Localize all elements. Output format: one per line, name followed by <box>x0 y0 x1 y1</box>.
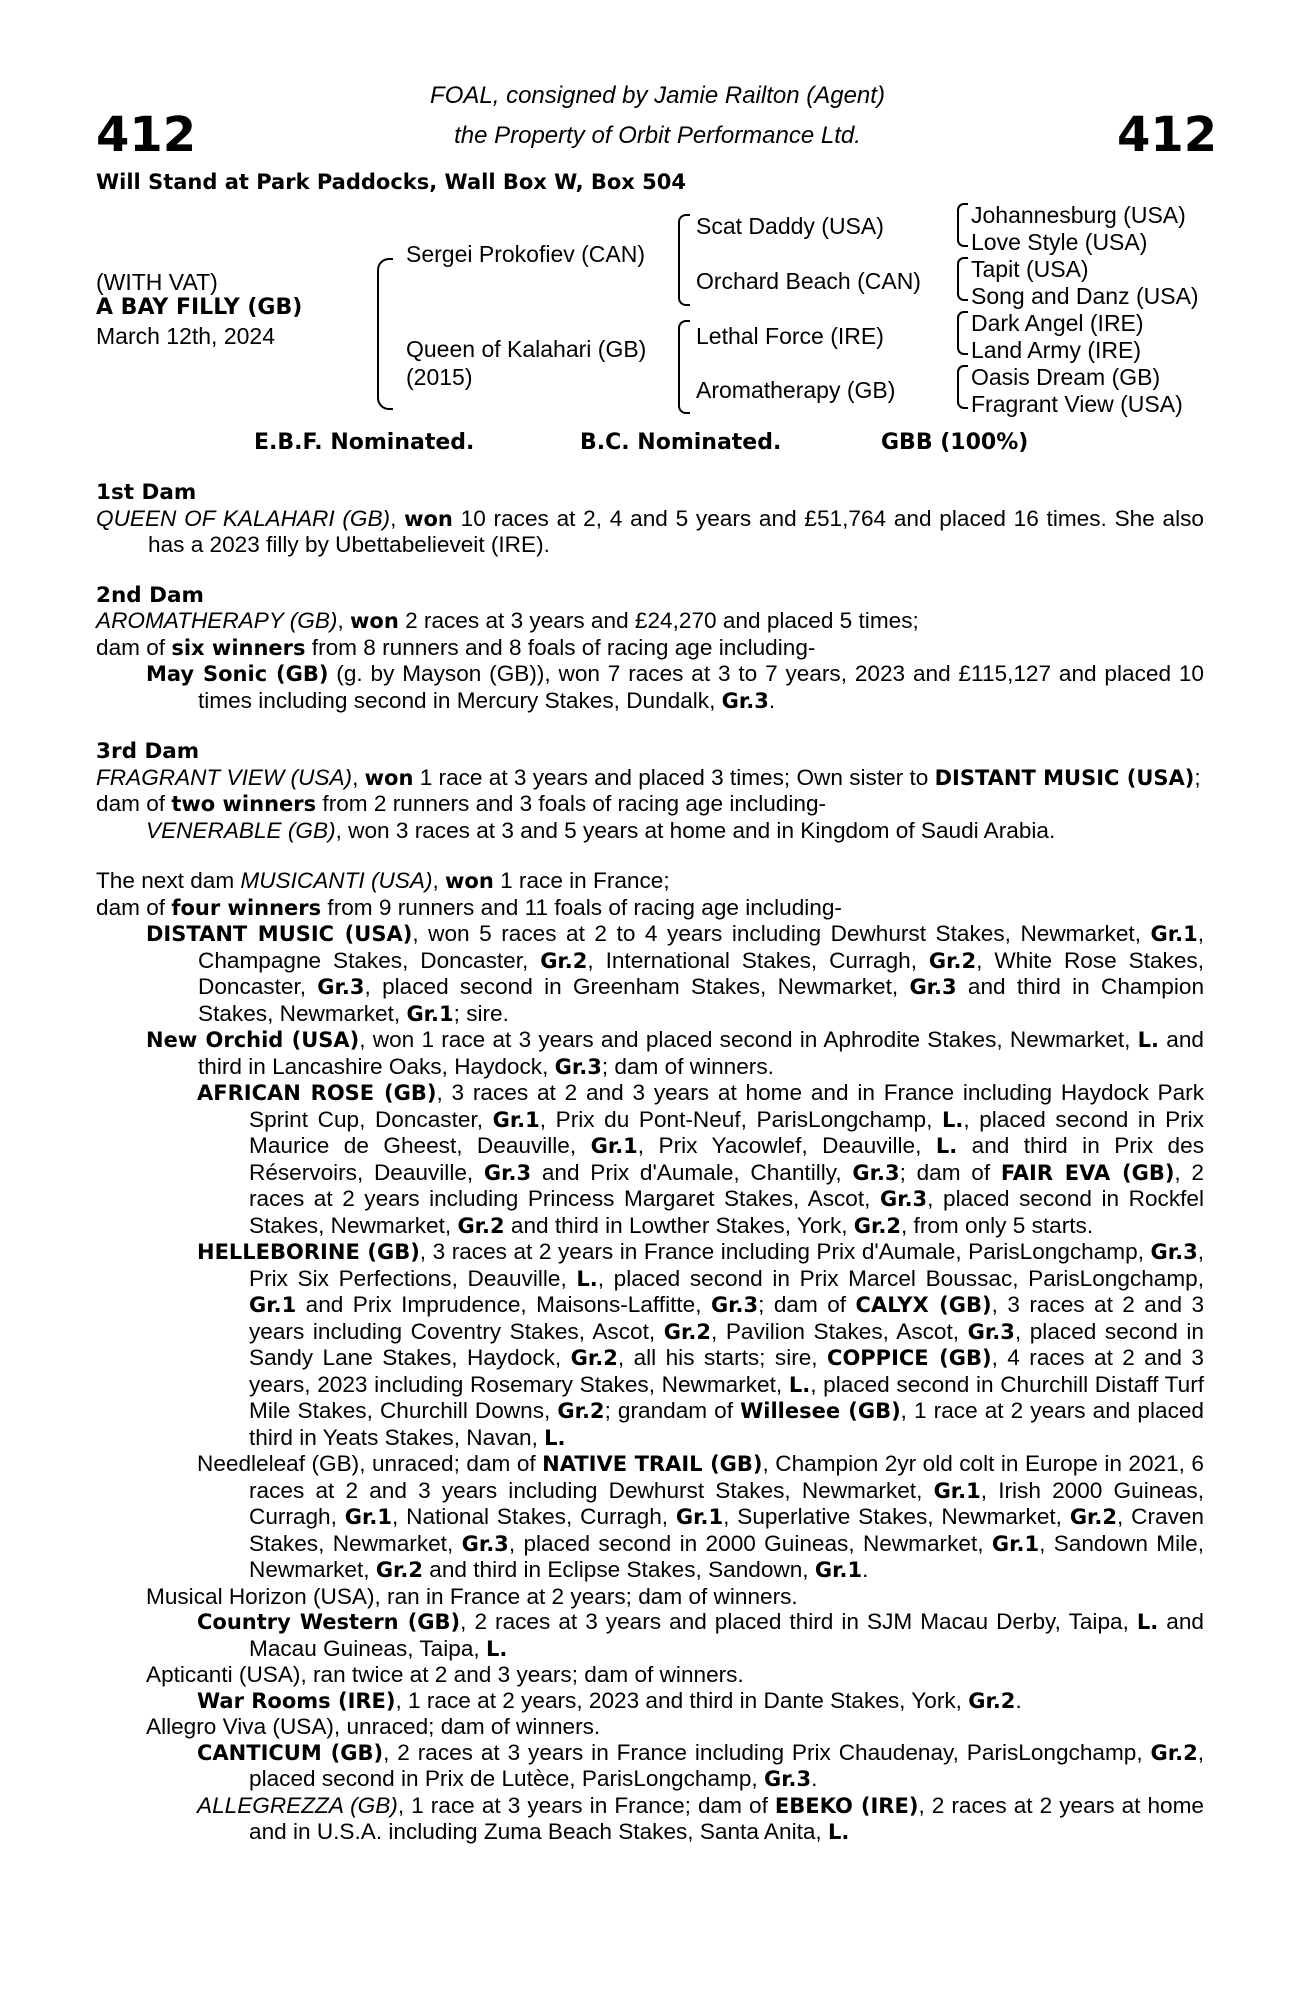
bold-text: Gr.2 <box>1069 1505 1118 1529</box>
bold-text: Gr.3 <box>763 1767 812 1791</box>
bold-text: L. <box>544 1425 566 1450</box>
entry-text: , 3 races at 2 and 3 years at home and in France including Haydock Park Sprint Cup, Doncaster, <box>249 1080 1204 1132</box>
bold-text: Gr.3 <box>710 1293 759 1317</box>
bold-text: Gr.1 <box>344 1505 392 1529</box>
bold-text: four winners <box>171 895 322 920</box>
entry-text: , 2 races at 3 years in France including Prix Chaudenay, ParisLongchamp, <box>383 1739 1151 1765</box>
bold-text: Country Western (GB) <box>197 1610 461 1634</box>
pedigree-entry <box>96 661 1204 714</box>
section-heading: 2nd Dam <box>96 582 204 608</box>
section-gap <box>96 843 1204 868</box>
bold-text: Gr.3 <box>483 1160 532 1185</box>
pedigree-ancestor-2: Love Style (USA) <box>971 229 1148 255</box>
entry-text: , 4 races at 2 and 3 years, 2023 including Rosemary Stakes, Newmarket, <box>249 1345 1205 1397</box>
pedigree-brace-g2 <box>957 257 968 301</box>
entry-text: , Irish 2000 Guineas, Curragh, <box>249 1477 1204 1529</box>
bold-text: L. <box>485 1636 508 1661</box>
entry-text: dam of <box>96 894 172 920</box>
bold-text: Gr.2 <box>375 1558 424 1582</box>
entry-text: , National Stakes, Curragh, <box>391 1504 676 1529</box>
entry-text: 2 races at 3 years and £24,270 and placed 5 times; <box>398 608 919 633</box>
section-gap <box>96 558 1204 583</box>
entry-text: , placed second in Prix Maurice de Gheest, Deauville, <box>249 1106 1204 1158</box>
entry-text: , <box>352 764 365 790</box>
pedigree-entry <box>96 1239 1204 1451</box>
pedigree-entry <box>96 895 1204 922</box>
entry-text: and third in Champion Stakes, Newmarket, <box>198 974 1205 1026</box>
ebf-nomination: E.B.F. Nominated. <box>254 430 475 455</box>
bold-text: Gr.1 <box>991 1531 1040 1556</box>
entry-text: from 8 runners and 8 foals of racing age including- <box>305 634 816 660</box>
entry-text: and third in Lowther Stakes, York, <box>504 1212 854 1238</box>
entry-text: , Sandown Mile, Newmarket, <box>249 1530 1204 1582</box>
pedigree-entry <box>96 1609 1204 1662</box>
bold-text: Gr.1 <box>249 1293 297 1317</box>
section-heading: 1st Dam <box>96 480 197 505</box>
italic-text: FRAGRANT VIEW (USA) <box>96 764 353 790</box>
pedigree-dam-year: (2015) <box>406 364 473 390</box>
entry-text: , 2 races at 2 years including Princess Margaret Stakes, Ascot, <box>249 1159 1204 1211</box>
entry-text: . <box>1015 1687 1022 1713</box>
bold-text: War Rooms (IRE) <box>197 1688 396 1713</box>
pedigree-brace-g4 <box>957 365 968 409</box>
bold-text: Gr.3 <box>554 1054 602 1079</box>
italic-text: AROMATHERAPY (GB) <box>96 608 338 633</box>
bold-text: L. <box>935 1134 958 1158</box>
bold-text: Gr.1 <box>590 1134 638 1158</box>
entry-text: , 1 race at 2 years and placed third in Yeats Stakes, Navan, <box>249 1398 1204 1450</box>
pedigree-dam-sire: Lethal Force (IRE) <box>696 323 884 349</box>
entry-text: dam of <box>96 634 172 660</box>
section-heading: 3rd Dam <box>96 739 200 764</box>
entry-text: Allegro Viva (USA), unraced; dam of winners. <box>146 1714 601 1739</box>
pedigree-brace-main <box>377 258 393 410</box>
italic-text: QUEEN OF KALAHARI (GB) <box>96 505 391 531</box>
entry-text: , <box>432 868 446 893</box>
stand-location: Will Stand at Park Paddocks, Wall Box W, Box 504 <box>96 170 686 194</box>
bold-text: L. <box>828 1820 850 1844</box>
pedigree-ancestor-4: Song and Danz (USA) <box>971 283 1199 309</box>
entry-text: , won 1 race at 3 years and placed second in Aphrodite Stakes, Newmarket, <box>359 1027 1138 1052</box>
vat-note: (WITH VAT) <box>96 269 218 295</box>
bold-text: CANTICUM (GB) <box>197 1740 384 1765</box>
bold-text: Gr.1 <box>492 1107 540 1132</box>
entry-text: , all his starts; sire, <box>617 1345 828 1370</box>
foaling-date: March 12th, 2024 <box>96 323 276 349</box>
pedigree-ancestor-6: Land Army (IRE) <box>971 337 1141 363</box>
pedigree-ancestor-8: Fragrant View (USA) <box>971 391 1183 417</box>
pedigree-entry <box>96 506 1204 558</box>
bold-text: Gr.3 <box>879 1187 928 1211</box>
entry-text: The next dam <box>96 868 241 893</box>
bold-text: Gr.3 <box>721 688 769 713</box>
italic-text: ALLEGREZZA (GB) <box>197 1792 398 1818</box>
entry-text: , Prix Yacowlef, Deauville, <box>637 1133 936 1158</box>
bold-text: Gr.2 <box>540 948 588 973</box>
pedigree-entry <box>96 791 1204 818</box>
italic-text: MUSICANTI (USA) <box>240 868 433 893</box>
bold-text: Gr.3 <box>461 1531 509 1556</box>
bold-text: Willesee (GB) <box>740 1399 901 1423</box>
gbb-status: GBB (100%) <box>881 430 1029 455</box>
pedigree-entry <box>96 1662 1204 1688</box>
bold-text: FAIR EVA (GB) <box>1000 1160 1175 1185</box>
bold-text: Gr.2 <box>853 1213 901 1238</box>
entry-text: 1 race in France; <box>493 868 670 893</box>
pedigree-ancestor-5: Dark Angel (IRE) <box>971 310 1144 336</box>
entry-text: , White Rose Stakes, Doncaster, <box>198 947 1204 999</box>
entry-text: Apticanti (USA), ran twice at 2 and 3 years; dam of winners. <box>146 1662 744 1687</box>
lot-horse-name: A BAY FILLY (GB) <box>96 295 303 320</box>
bold-text: Gr.3 <box>852 1160 900 1185</box>
bold-text: Gr.1 <box>406 1001 454 1026</box>
entry-text: from 9 runners and 11 foals of racing age including- <box>321 894 842 920</box>
entry-text: , Prix Six Perfections, Deauville, <box>249 1239 1204 1291</box>
bold-text: won <box>404 506 453 531</box>
entry-text: , 2 races at 3 years and placed third in SJM Macau Derby, Taipa, <box>460 1609 1137 1634</box>
pedigree-entry <box>96 921 1204 1027</box>
catalogue-body <box>96 480 1204 1846</box>
bold-text: COPPICE (GB) <box>827 1346 992 1370</box>
bold-text: L. <box>1136 1610 1159 1634</box>
pedigree-entry <box>96 1080 1204 1239</box>
bold-text: six winners <box>171 635 306 660</box>
bold-text: DISTANT MUSIC (USA) <box>146 922 413 946</box>
bold-text: Gr.2 <box>1150 1740 1198 1765</box>
pedigree-dam: Queen of Kalahari (GB) <box>406 336 647 362</box>
bold-text: Gr.2 <box>663 1319 711 1344</box>
entry-text: ; dam of winners. <box>601 1053 774 1079</box>
pedigree-entry <box>96 1584 1204 1610</box>
entry-text: , from only 5 starts. <box>901 1212 1094 1238</box>
bold-text: EBEKO (IRE) <box>774 1793 919 1818</box>
bold-text: NATIVE TRAIL (GB) <box>542 1452 763 1476</box>
bold-text: Gr.2 <box>928 948 977 973</box>
entry-text: , Champion 2yr old colt in Europe in 2021, 6 races at 2 and 3 years including Dewhurst Stakes, Newmarket, <box>249 1451 1204 1503</box>
consignor-line: FOAL, consigned by Jamie Railton (Agent) <box>430 82 885 109</box>
pedigree-brace-dam <box>678 320 690 414</box>
bold-text: won <box>350 609 399 633</box>
pedigree-entry <box>96 635 1204 662</box>
entry-text: ; sire. <box>453 1000 509 1026</box>
pedigree-entry <box>96 1027 1204 1080</box>
entry-text: 10 races at 2, 4 and 5 years and £51,764 and placed 16 times. She also has a 2023 filly by Ubettabelieveit (IRE). <box>148 505 1204 557</box>
entry-text: and Macau Guineas, Taipa, <box>249 1609 1204 1661</box>
bold-text: Gr.1 <box>933 1478 981 1503</box>
pedigree-entry <box>96 765 1204 792</box>
bold-text: Gr.2 <box>457 1213 505 1238</box>
entry-text: , placed second in Churchill Distaff Turf Mile Stakes, Churchill Downs, <box>249 1371 1204 1423</box>
entry-text: , Champagne Stakes, Doncaster, <box>198 921 1204 973</box>
bold-text: CALYX (GB) <box>855 1293 992 1317</box>
pedigree-brace-sire <box>678 214 690 306</box>
bold-text: HELLEBORINE (GB) <box>197 1240 420 1264</box>
bold-text: L. <box>941 1107 964 1132</box>
bold-text: Gr.1 <box>1150 922 1198 946</box>
bold-text: L. <box>576 1266 598 1291</box>
entry-text: dam of <box>96 791 172 816</box>
pedigree-entry <box>96 1793 1204 1846</box>
entry-text: . <box>811 1766 818 1791</box>
bold-text: Gr.2 <box>968 1688 1016 1713</box>
bold-text: won <box>364 765 414 790</box>
bc-nomination: B.C. Nominated. <box>580 430 782 455</box>
entry-text: ; <box>1194 764 1201 790</box>
section-gap <box>96 714 1204 739</box>
bold-text: Gr.1 <box>675 1505 724 1529</box>
pedigree-sire-dam: Orchard Beach (CAN) <box>696 268 921 294</box>
entry-text: Needleleaf (GB), unraced; dam of <box>197 1451 543 1476</box>
entry-text: , 1 race at 2 years, 2023 and third in Dante Stakes, York, <box>395 1687 969 1713</box>
entry-text: , 1 race at 3 years in France; dam of <box>397 1792 775 1818</box>
pedigree-entry <box>96 1451 1204 1584</box>
bold-text: May Sonic (GB) <box>146 662 329 686</box>
entry-text: , Prix du Pont-Neuf, ParisLongchamp, <box>539 1106 942 1132</box>
entry-text: , placed second in Sandy Lane Stakes, Haydock, <box>249 1318 1204 1370</box>
entry-text: Musical Horizon (USA), ran in France at 2 years; dam of winners. <box>146 1583 798 1609</box>
bold-text: Gr.2 <box>557 1399 605 1423</box>
pedigree-entry <box>96 818 1204 844</box>
pedigree-sire-sire: Scat Daddy (USA) <box>696 213 884 239</box>
bold-text: won <box>445 869 494 893</box>
entry-text: , Pavilion Stakes, Ascot, <box>710 1318 968 1344</box>
entry-text: , Craven Stakes, Newmarket, <box>249 1504 1205 1556</box>
entry-text: , placed second in Prix Marcel Boussac, ParisLongchamp, <box>597 1265 1204 1291</box>
pedigree-ancestor-3: Tapit (USA) <box>971 256 1089 282</box>
entry-text: , placed second in Greenham Stakes, Newmarket, <box>364 974 910 999</box>
bold-text: L. <box>1137 1028 1160 1052</box>
entry-text: and Prix Imprudence, Maisons-Laffitte, <box>296 1292 711 1317</box>
pedigree-entry <box>96 1688 1204 1715</box>
entry-text: , placed second in Rockfel Stakes, Newmarket, <box>249 1186 1205 1238</box>
entry-text: (g. by Mayson (GB)), won 7 races at 3 to 7 years, 2023 and £115,127 and placed 10 times including second in Mercury Stakes, Dundalk, <box>198 661 1204 713</box>
lot-number-left: 412 <box>96 107 197 163</box>
vendor-line: the Property of Orbit Performance Ltd. <box>454 122 861 149</box>
bold-text: AFRICAN ROSE (GB) <box>197 1081 437 1105</box>
entry-text: , placed second in 2000 Guineas, Newmarket, <box>508 1530 992 1556</box>
entry-text: . <box>768 687 776 713</box>
pedigree-entry <box>96 1714 1204 1740</box>
pedigree-ancestor-1: Johannesburg (USA) <box>971 202 1186 228</box>
pedigree-dam-dam: Aromatherapy (GB) <box>696 377 896 403</box>
entry-text: , placed second in Prix de Lutèce, ParisLongchamp, <box>249 1739 1204 1791</box>
bold-text: DISTANT MUSIC (USA) <box>934 765 1195 790</box>
pedigree-entry <box>96 608 1204 635</box>
entry-text: and third in Lancashire Oaks, Haydock, <box>198 1027 1204 1079</box>
entry-text: , won 3 races at 3 and 5 years at home and in Kingdom of Saudi Arabia. <box>335 817 1056 843</box>
entry-text: , <box>390 505 405 531</box>
entry-text: , 3 races at 2 years in France including Prix d'Aumale, ParisLongchamp, <box>419 1239 1151 1264</box>
bold-text: Gr.1 <box>814 1558 863 1582</box>
entry-text: . <box>862 1557 869 1582</box>
bold-text: Gr.3 <box>909 975 957 999</box>
entry-text: , International Stakes, Curragh, <box>587 947 929 973</box>
entry-text: and third in Prix des Réservoirs, Deauville, <box>249 1133 1204 1185</box>
entry-text: ; dam of <box>899 1159 1001 1185</box>
entry-text: , <box>337 608 351 633</box>
bold-text: Gr.3 <box>1150 1240 1198 1264</box>
bold-text: Gr.3 <box>317 975 365 999</box>
bold-text: two winners <box>171 792 317 816</box>
pedigree-brace-g3 <box>957 311 968 355</box>
entry-text: ; grandam of <box>604 1398 741 1423</box>
entry-text: and Prix d'Aumale, Chantilly, <box>531 1159 853 1185</box>
lot-number-right: 412 <box>1117 107 1218 163</box>
entry-text: from 2 runners and 3 foals of racing age including- <box>316 791 827 816</box>
bold-text: L. <box>788 1372 811 1397</box>
pedigree-sire: Sergei Prokofiev (CAN) <box>406 241 646 267</box>
entry-text: , won 5 races at 2 to 4 years including Dewhurst Stakes, Newmarket, <box>412 921 1151 946</box>
entry-text: and third in Eclipse Stakes, Sandown, <box>423 1557 815 1582</box>
pedigree-entry <box>96 868 1204 895</box>
entry-text: ; dam of <box>758 1292 856 1317</box>
bold-text: Gr.3 <box>967 1319 1015 1344</box>
pedigree-ancestor-7: Oasis Dream (GB) <box>971 364 1161 390</box>
entry-text: 1 race at 3 years and placed 3 times; Own sister to <box>413 764 935 790</box>
pedigree-brace-g1 <box>957 203 968 247</box>
bold-text: Gr.2 <box>570 1346 618 1370</box>
pedigree-entry <box>96 1740 1204 1793</box>
entry-text: , Superlative Stakes, Newmarket, <box>723 1504 1070 1529</box>
entry-text: , 2 races at 2 years at home and in U.S.A. including Zuma Beach Stakes, Santa Anita, <box>249 1792 1205 1844</box>
entry-text: , 3 races at 2 and 3 years including Coventry Stakes, Ascot, <box>249 1292 1205 1344</box>
bold-text: New Orchid (USA) <box>146 1028 360 1052</box>
italic-text: VENERABLE (GB) <box>146 817 336 843</box>
